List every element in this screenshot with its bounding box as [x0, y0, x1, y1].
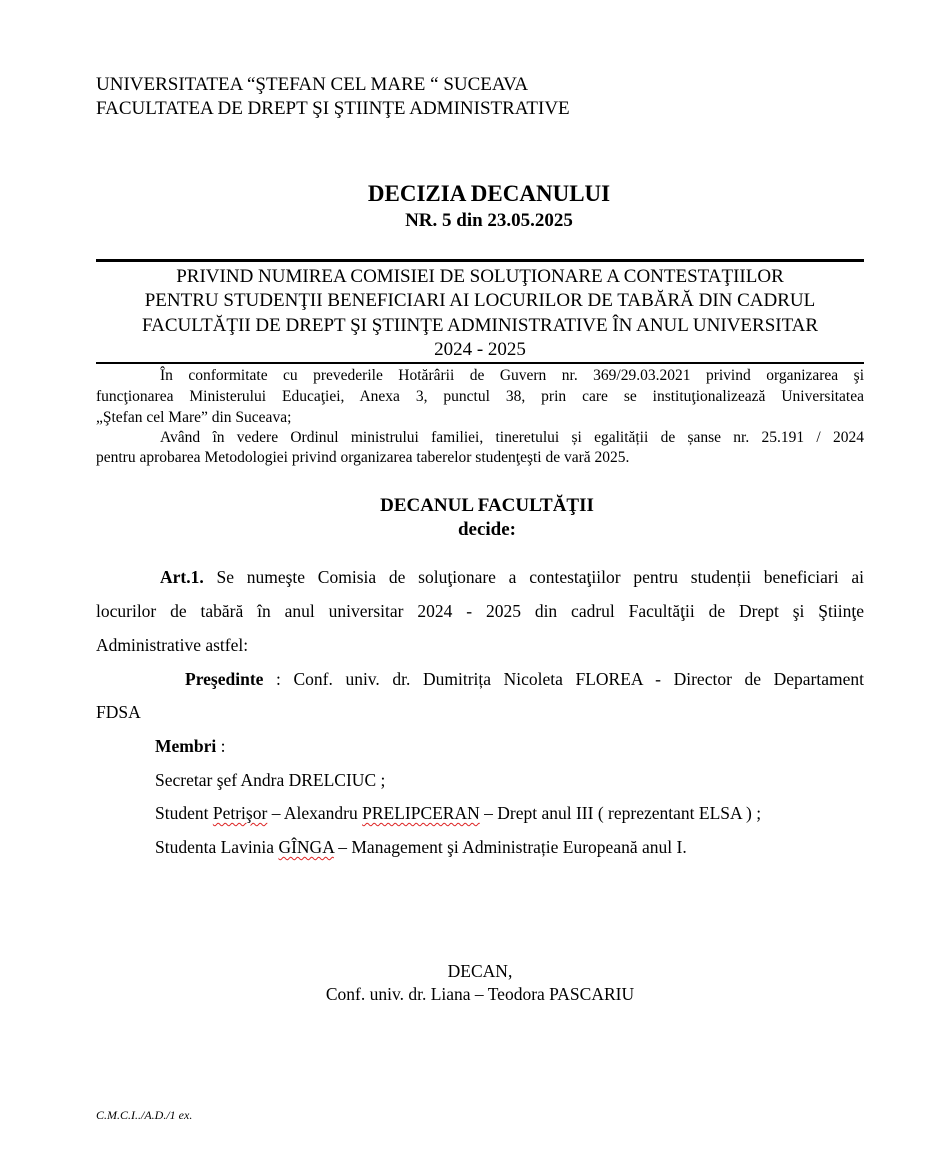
- member-3-prefix: Studenta Lavinia: [155, 837, 279, 857]
- members-label: Membri: [155, 736, 217, 756]
- top-rule: [96, 259, 864, 262]
- article-1-label: Art.1.: [160, 567, 204, 587]
- footer-note: C.M.C.I../A.D./1 ex.: [96, 1108, 193, 1122]
- subject-line-1: PRIVIND NUMIREA COMISIEI DE SOLUŢIONARE A CONTESTAŢIILOR: [176, 266, 784, 287]
- president-text: : Conf. univ. dr. Dumitrița Nicoleta FLOREA - Director de Departament: [263, 669, 864, 689]
- faculty-name: FACULTATEA DE DREPT ŞI ŞTIINŢE ADMINISTRATIVE: [96, 98, 570, 119]
- member-3: [155, 836, 864, 858]
- article-1-text: Se numeşte Comisia de soluţionare a contestaţiilor pentru studenții beneficiari ai: [203, 567, 864, 587]
- member-2-firstname: Petrişor: [212, 803, 268, 823]
- member-2: [155, 802, 864, 824]
- article-1-line-3: Administrative astfel:: [96, 635, 249, 655]
- member-2-middle: – Alexandru: [267, 803, 363, 823]
- preamble-1-line-2: funcţionarea Ministerului Educaţiei, Anexa 3, punctul 38, prin care se instituţionalizează Universitatea: [96, 388, 864, 405]
- members-colon: :: [216, 736, 226, 756]
- president-line-cont: FDSA: [96, 702, 141, 722]
- signature-name: Conf. univ. dr. Liana – Teodora PASCARIU: [325, 984, 635, 1004]
- preamble-2-line-2: pentru aprobarea Metodologiei privind organizarea taberelor studenţeşti de vară 2025.: [96, 449, 630, 466]
- subject-line-2: PENTRU STUDENŢII BENEFICIARI AI LOCURILOR DE TABĂRĂ DIN CADRUL: [144, 290, 816, 311]
- president-line: [185, 668, 864, 690]
- president-label: Preşedinte: [185, 669, 264, 689]
- member-3-surname: GÎNGA: [278, 837, 334, 857]
- preamble-1-line-1: În conformitate cu prevederile Hotărârii de Guvern nr. 369/29.03.2021 privind organizarea şi: [160, 367, 864, 384]
- member-3-suffix: – Management şi Administrație Europeană anul I.: [333, 837, 687, 857]
- member-1: Secretar şef Andra DRELCIUC ;: [155, 770, 386, 790]
- members-heading: [155, 735, 864, 757]
- preamble-1-line-3: „Ştefan cel Mare” din Suceava;: [96, 409, 292, 426]
- bottom-rule: [96, 362, 864, 364]
- signature-title: DECAN,: [447, 961, 513, 981]
- subject-line-4: 2024 - 2025: [434, 339, 526, 360]
- member-2-surname: PRELIPCERAN: [362, 803, 480, 823]
- decision-number: NR. 5 din 23.05.2025: [405, 210, 573, 231]
- dean-heading: DECANUL FACULTĂŢII: [380, 495, 594, 516]
- decide-heading: decide:: [457, 519, 517, 540]
- university-name: UNIVERSITATEA “ŞTEFAN CEL MARE “ SUCEAVA: [96, 74, 529, 95]
- article-1-line-2: locurilor de tabără în anul universitar 2024 - 2025 din cadrul Facultăţii de Drept şi Ştiinţe: [96, 601, 864, 621]
- decision-title: DECIZIA DECANULUI: [367, 181, 611, 206]
- member-2-suffix: – Drept anul III ( reprezentant ELSA ) ;: [479, 803, 762, 823]
- subject-line-3: FACULTĂŢII DE DREPT ŞI ŞTIINŢE ADMINISTRATIVE ÎN ANUL UNIVERSITAR: [141, 315, 819, 336]
- member-2-prefix: Student: [155, 803, 213, 823]
- article-1-line-1: [160, 566, 864, 588]
- preamble-2-line-1: Având în vedere Ordinul ministrului familiei, tineretului și egalității de șanse nr. 25.191 / 2024: [160, 429, 864, 446]
